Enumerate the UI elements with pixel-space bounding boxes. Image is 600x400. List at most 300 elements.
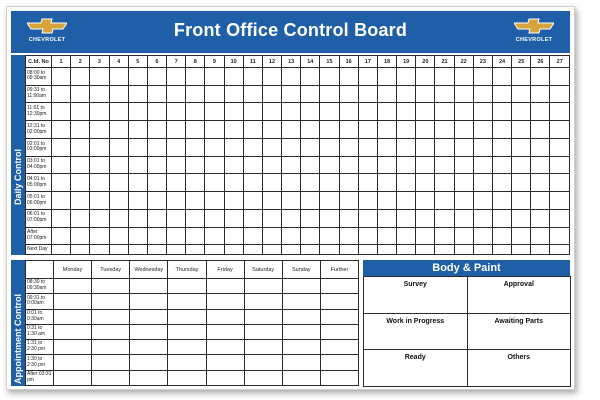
daily-cell[interactable] <box>416 85 435 103</box>
daily-cell[interactable] <box>224 121 243 139</box>
daily-cell[interactable] <box>550 192 570 210</box>
daily-cell[interactable] <box>301 103 320 121</box>
daily-cell[interactable] <box>531 138 550 156</box>
daily-cell[interactable] <box>358 68 377 86</box>
daily-cell[interactable] <box>473 174 492 192</box>
daily-cell[interactable] <box>454 138 473 156</box>
daily-cell[interactable] <box>128 85 147 103</box>
daily-cell[interactable] <box>320 121 339 139</box>
daily-cell[interactable] <box>52 138 71 156</box>
daily-cell[interactable] <box>339 121 358 139</box>
daily-cell[interactable] <box>435 192 454 210</box>
daily-cell[interactable] <box>301 85 320 103</box>
daily-cell[interactable] <box>377 209 396 227</box>
daily-cell[interactable] <box>282 121 301 139</box>
daily-cell[interactable] <box>377 68 396 86</box>
appointment-cell[interactable] <box>130 355 168 370</box>
daily-cell[interactable] <box>339 192 358 210</box>
daily-cell[interactable] <box>224 227 243 245</box>
appointment-cell[interactable] <box>92 279 130 294</box>
daily-cell[interactable] <box>52 245 71 255</box>
daily-cell[interactable] <box>224 68 243 86</box>
daily-cell[interactable] <box>339 138 358 156</box>
daily-cell[interactable] <box>397 174 416 192</box>
daily-cell[interactable] <box>531 121 550 139</box>
daily-cell[interactable] <box>377 227 396 245</box>
daily-cell[interactable] <box>282 85 301 103</box>
daily-cell[interactable] <box>186 85 205 103</box>
daily-cell[interactable] <box>454 121 473 139</box>
daily-cell[interactable] <box>109 174 128 192</box>
daily-cell[interactable] <box>186 227 205 245</box>
daily-cell[interactable] <box>512 68 531 86</box>
appointment-cell[interactable] <box>320 355 358 370</box>
daily-cell[interactable] <box>282 192 301 210</box>
daily-cell[interactable] <box>397 227 416 245</box>
appointment-cell[interactable] <box>206 309 244 324</box>
appointment-cell[interactable] <box>320 324 358 339</box>
daily-cell[interactable] <box>167 174 186 192</box>
daily-cell[interactable] <box>243 245 262 255</box>
appointment-cell[interactable] <box>244 309 282 324</box>
daily-cell[interactable] <box>339 209 358 227</box>
body-paint-box[interactable] <box>467 276 572 314</box>
daily-cell[interactable] <box>243 138 262 156</box>
daily-cell[interactable] <box>320 103 339 121</box>
daily-cell[interactable] <box>358 103 377 121</box>
daily-cell[interactable] <box>147 174 166 192</box>
daily-cell[interactable] <box>454 192 473 210</box>
appointment-cell[interactable] <box>320 370 358 385</box>
appointment-cell[interactable] <box>320 309 358 324</box>
daily-cell[interactable] <box>377 85 396 103</box>
daily-cell[interactable] <box>301 227 320 245</box>
appointment-cell[interactable] <box>130 370 168 385</box>
daily-cell[interactable] <box>128 121 147 139</box>
daily-cell[interactable] <box>416 192 435 210</box>
appointment-cell[interactable] <box>92 355 130 370</box>
daily-cell[interactable] <box>512 138 531 156</box>
daily-cell[interactable] <box>167 227 186 245</box>
daily-cell[interactable] <box>473 156 492 174</box>
appointment-cell[interactable] <box>130 324 168 339</box>
appointment-cell[interactable] <box>282 355 320 370</box>
daily-cell[interactable] <box>377 121 396 139</box>
appointment-cell[interactable] <box>130 279 168 294</box>
daily-cell[interactable] <box>243 174 262 192</box>
daily-cell[interactable] <box>550 174 570 192</box>
appointment-cell[interactable] <box>282 294 320 309</box>
daily-cell[interactable] <box>205 192 224 210</box>
appointment-cell[interactable] <box>54 279 92 294</box>
daily-cell[interactable] <box>262 245 281 255</box>
appointment-cell[interactable] <box>206 370 244 385</box>
daily-cell[interactable] <box>377 138 396 156</box>
daily-cell[interactable] <box>550 245 570 255</box>
daily-cell[interactable] <box>492 174 511 192</box>
daily-cell[interactable] <box>109 138 128 156</box>
daily-cell[interactable] <box>90 192 109 210</box>
daily-cell[interactable] <box>358 227 377 245</box>
daily-cell[interactable] <box>128 174 147 192</box>
daily-cell[interactable] <box>416 209 435 227</box>
daily-cell[interactable] <box>109 245 128 255</box>
daily-cell[interactable] <box>550 138 570 156</box>
daily-cell[interactable] <box>512 192 531 210</box>
daily-cell[interactable] <box>435 138 454 156</box>
appointment-cell[interactable] <box>282 340 320 355</box>
daily-cell[interactable] <box>147 138 166 156</box>
appointment-cell[interactable] <box>130 340 168 355</box>
daily-cell[interactable] <box>320 245 339 255</box>
daily-cell[interactable] <box>52 68 71 86</box>
daily-cell[interactable] <box>492 121 511 139</box>
daily-cell[interactable] <box>416 138 435 156</box>
daily-cell[interactable] <box>205 209 224 227</box>
daily-cell[interactable] <box>205 245 224 255</box>
daily-cell[interactable] <box>90 245 109 255</box>
daily-cell[interactable] <box>512 156 531 174</box>
appointment-cell[interactable] <box>168 324 206 339</box>
daily-cell[interactable] <box>492 209 511 227</box>
daily-cell[interactable] <box>531 68 550 86</box>
daily-cell[interactable] <box>301 192 320 210</box>
daily-cell[interactable] <box>282 227 301 245</box>
daily-cell[interactable] <box>167 85 186 103</box>
daily-cell[interactable] <box>550 103 570 121</box>
daily-cell[interactable] <box>339 103 358 121</box>
appointment-cell[interactable] <box>168 279 206 294</box>
daily-cell[interactable] <box>224 103 243 121</box>
daily-cell[interactable] <box>320 156 339 174</box>
daily-cell[interactable] <box>377 192 396 210</box>
daily-cell[interactable] <box>454 103 473 121</box>
daily-cell[interactable] <box>492 103 511 121</box>
daily-cell[interactable] <box>282 245 301 255</box>
daily-cell[interactable] <box>167 121 186 139</box>
appointment-cell[interactable] <box>130 294 168 309</box>
daily-cell[interactable] <box>186 174 205 192</box>
appointment-cell[interactable] <box>92 340 130 355</box>
daily-cell[interactable] <box>186 156 205 174</box>
daily-cell[interactable] <box>147 209 166 227</box>
daily-cell[interactable] <box>147 192 166 210</box>
daily-cell[interactable] <box>339 156 358 174</box>
daily-cell[interactable] <box>282 209 301 227</box>
daily-cell[interactable] <box>90 227 109 245</box>
daily-cell[interactable] <box>109 209 128 227</box>
daily-cell[interactable] <box>147 103 166 121</box>
daily-cell[interactable] <box>205 103 224 121</box>
daily-cell[interactable] <box>492 68 511 86</box>
daily-cell[interactable] <box>435 68 454 86</box>
daily-cell[interactable] <box>109 103 128 121</box>
daily-cell[interactable] <box>71 227 90 245</box>
appointment-cell[interactable] <box>54 324 92 339</box>
appointment-cell[interactable] <box>320 294 358 309</box>
daily-cell[interactable] <box>205 138 224 156</box>
daily-cell[interactable] <box>243 209 262 227</box>
daily-cell[interactable] <box>90 85 109 103</box>
daily-cell[interactable] <box>243 227 262 245</box>
daily-cell[interactable] <box>128 209 147 227</box>
daily-cell[interactable] <box>224 245 243 255</box>
daily-cell[interactable] <box>301 121 320 139</box>
daily-cell[interactable] <box>186 209 205 227</box>
daily-cell[interactable] <box>224 85 243 103</box>
daily-cell[interactable] <box>492 156 511 174</box>
appointment-cell[interactable] <box>168 355 206 370</box>
daily-cell[interactable] <box>186 121 205 139</box>
daily-cell[interactable] <box>128 68 147 86</box>
daily-cell[interactable] <box>52 103 71 121</box>
daily-cell[interactable] <box>320 85 339 103</box>
body-paint-box[interactable] <box>363 313 468 351</box>
daily-cell[interactable] <box>301 174 320 192</box>
daily-cell[interactable] <box>358 192 377 210</box>
daily-cell[interactable] <box>531 227 550 245</box>
daily-cell[interactable] <box>282 156 301 174</box>
daily-cell[interactable] <box>531 192 550 210</box>
daily-cell[interactable] <box>224 138 243 156</box>
daily-cell[interactable] <box>167 156 186 174</box>
daily-cell[interactable] <box>90 174 109 192</box>
appointment-cell[interactable] <box>168 309 206 324</box>
daily-cell[interactable] <box>128 156 147 174</box>
daily-cell[interactable] <box>397 85 416 103</box>
daily-cell[interactable] <box>492 227 511 245</box>
daily-cell[interactable] <box>224 192 243 210</box>
daily-cell[interactable] <box>262 192 281 210</box>
appointment-cell[interactable] <box>244 340 282 355</box>
daily-cell[interactable] <box>454 85 473 103</box>
daily-cell[interactable] <box>109 121 128 139</box>
daily-cell[interactable] <box>109 85 128 103</box>
appointment-cell[interactable] <box>244 370 282 385</box>
daily-cell[interactable] <box>52 174 71 192</box>
daily-cell[interactable] <box>454 227 473 245</box>
daily-cell[interactable] <box>512 245 531 255</box>
daily-cell[interactable] <box>301 209 320 227</box>
daily-cell[interactable] <box>416 174 435 192</box>
daily-cell[interactable] <box>339 85 358 103</box>
appointment-cell[interactable] <box>282 370 320 385</box>
appointment-cell[interactable] <box>168 340 206 355</box>
daily-cell[interactable] <box>473 192 492 210</box>
daily-cell[interactable] <box>473 85 492 103</box>
daily-cell[interactable] <box>205 174 224 192</box>
appointment-cell[interactable] <box>54 355 92 370</box>
daily-cell[interactable] <box>71 103 90 121</box>
daily-cell[interactable] <box>397 68 416 86</box>
daily-cell[interactable] <box>128 138 147 156</box>
appointment-cell[interactable] <box>206 340 244 355</box>
daily-cell[interactable] <box>397 245 416 255</box>
daily-cell[interactable] <box>243 85 262 103</box>
daily-cell[interactable] <box>550 121 570 139</box>
daily-cell[interactable] <box>167 209 186 227</box>
daily-cell[interactable] <box>416 156 435 174</box>
appointment-cell[interactable] <box>54 340 92 355</box>
daily-cell[interactable] <box>90 121 109 139</box>
appointment-cell[interactable] <box>54 370 92 385</box>
daily-cell[interactable] <box>512 209 531 227</box>
appointment-cell[interactable] <box>92 309 130 324</box>
daily-cell[interactable] <box>301 68 320 86</box>
daily-cell[interactable] <box>90 156 109 174</box>
daily-cell[interactable] <box>550 85 570 103</box>
daily-cell[interactable] <box>339 174 358 192</box>
appointment-cell[interactable] <box>244 279 282 294</box>
daily-cell[interactable] <box>301 156 320 174</box>
daily-cell[interactable] <box>454 245 473 255</box>
daily-cell[interactable] <box>243 121 262 139</box>
daily-cell[interactable] <box>435 174 454 192</box>
daily-cell[interactable] <box>147 68 166 86</box>
daily-cell[interactable] <box>282 174 301 192</box>
appointment-cell[interactable] <box>282 279 320 294</box>
daily-cell[interactable] <box>205 85 224 103</box>
daily-cell[interactable] <box>262 227 281 245</box>
daily-cell[interactable] <box>224 156 243 174</box>
daily-cell[interactable] <box>358 174 377 192</box>
daily-cell[interactable] <box>109 156 128 174</box>
daily-cell[interactable] <box>147 245 166 255</box>
daily-cell[interactable] <box>147 227 166 245</box>
daily-cell[interactable] <box>167 103 186 121</box>
appointment-cell[interactable] <box>244 324 282 339</box>
daily-cell[interactable] <box>262 68 281 86</box>
daily-cell[interactable] <box>52 209 71 227</box>
daily-cell[interactable] <box>128 103 147 121</box>
daily-cell[interactable] <box>492 192 511 210</box>
appointment-cell[interactable] <box>244 355 282 370</box>
daily-cell[interactable] <box>358 156 377 174</box>
daily-cell[interactable] <box>167 245 186 255</box>
daily-cell[interactable] <box>167 68 186 86</box>
body-paint-box[interactable] <box>467 349 572 387</box>
daily-cell[interactable] <box>71 174 90 192</box>
daily-cell[interactable] <box>186 68 205 86</box>
daily-cell[interactable] <box>71 192 90 210</box>
daily-cell[interactable] <box>358 85 377 103</box>
daily-cell[interactable] <box>186 245 205 255</box>
daily-cell[interactable] <box>147 85 166 103</box>
daily-cell[interactable] <box>358 245 377 255</box>
appointment-cell[interactable] <box>130 309 168 324</box>
appointment-cell[interactable] <box>206 294 244 309</box>
daily-cell[interactable] <box>205 68 224 86</box>
daily-cell[interactable] <box>377 245 396 255</box>
daily-cell[interactable] <box>377 156 396 174</box>
daily-cell[interactable] <box>492 85 511 103</box>
daily-cell[interactable] <box>262 156 281 174</box>
daily-cell[interactable] <box>435 121 454 139</box>
daily-cell[interactable] <box>339 227 358 245</box>
daily-cell[interactable] <box>262 121 281 139</box>
daily-cell[interactable] <box>416 68 435 86</box>
daily-cell[interactable] <box>531 209 550 227</box>
daily-cell[interactable] <box>473 103 492 121</box>
daily-cell[interactable] <box>531 156 550 174</box>
daily-cell[interactable] <box>262 209 281 227</box>
daily-cell[interactable] <box>531 245 550 255</box>
daily-cell[interactable] <box>71 156 90 174</box>
daily-cell[interactable] <box>550 156 570 174</box>
daily-cell[interactable] <box>109 227 128 245</box>
daily-cell[interactable] <box>512 174 531 192</box>
daily-cell[interactable] <box>320 209 339 227</box>
daily-cell[interactable] <box>320 138 339 156</box>
daily-cell[interactable] <box>416 227 435 245</box>
daily-cell[interactable] <box>473 121 492 139</box>
daily-cell[interactable] <box>492 138 511 156</box>
appointment-cell[interactable] <box>320 279 358 294</box>
daily-cell[interactable] <box>320 227 339 245</box>
daily-cell[interactable] <box>71 245 90 255</box>
daily-cell[interactable] <box>397 138 416 156</box>
appointment-cell[interactable] <box>282 309 320 324</box>
daily-cell[interactable] <box>128 227 147 245</box>
daily-cell[interactable] <box>224 174 243 192</box>
daily-cell[interactable] <box>262 138 281 156</box>
daily-cell[interactable] <box>262 103 281 121</box>
daily-cell[interactable] <box>397 192 416 210</box>
daily-cell[interactable] <box>186 103 205 121</box>
appointment-cell[interactable] <box>320 340 358 355</box>
appointment-cell[interactable] <box>168 294 206 309</box>
daily-cell[interactable] <box>109 68 128 86</box>
daily-cell[interactable] <box>224 209 243 227</box>
daily-cell[interactable] <box>435 227 454 245</box>
daily-cell[interactable] <box>320 68 339 86</box>
daily-cell[interactable] <box>71 138 90 156</box>
daily-cell[interactable] <box>282 138 301 156</box>
appointment-cell[interactable] <box>54 294 92 309</box>
daily-cell[interactable] <box>339 68 358 86</box>
daily-cell[interactable] <box>473 68 492 86</box>
daily-cell[interactable] <box>512 103 531 121</box>
daily-cell[interactable] <box>147 121 166 139</box>
daily-cell[interactable] <box>186 192 205 210</box>
daily-cell[interactable] <box>473 227 492 245</box>
appointment-cell[interactable] <box>54 309 92 324</box>
daily-cell[interactable] <box>377 103 396 121</box>
daily-cell[interactable] <box>90 209 109 227</box>
daily-cell[interactable] <box>52 121 71 139</box>
daily-cell[interactable] <box>416 245 435 255</box>
daily-cell[interactable] <box>473 209 492 227</box>
daily-cell[interactable] <box>531 103 550 121</box>
daily-cell[interactable] <box>147 156 166 174</box>
daily-cell[interactable] <box>109 192 128 210</box>
daily-cell[interactable] <box>531 85 550 103</box>
daily-cell[interactable] <box>512 121 531 139</box>
daily-cell[interactable] <box>167 138 186 156</box>
daily-cell[interactable] <box>358 209 377 227</box>
daily-cell[interactable] <box>397 156 416 174</box>
daily-cell[interactable] <box>512 227 531 245</box>
appointment-cell[interactable] <box>206 355 244 370</box>
daily-cell[interactable] <box>301 245 320 255</box>
daily-cell[interactable] <box>320 174 339 192</box>
daily-cell[interactable] <box>512 85 531 103</box>
daily-cell[interactable] <box>454 156 473 174</box>
appointment-cell[interactable] <box>92 324 130 339</box>
daily-cell[interactable] <box>90 138 109 156</box>
daily-cell[interactable] <box>52 192 71 210</box>
daily-cell[interactable] <box>435 85 454 103</box>
